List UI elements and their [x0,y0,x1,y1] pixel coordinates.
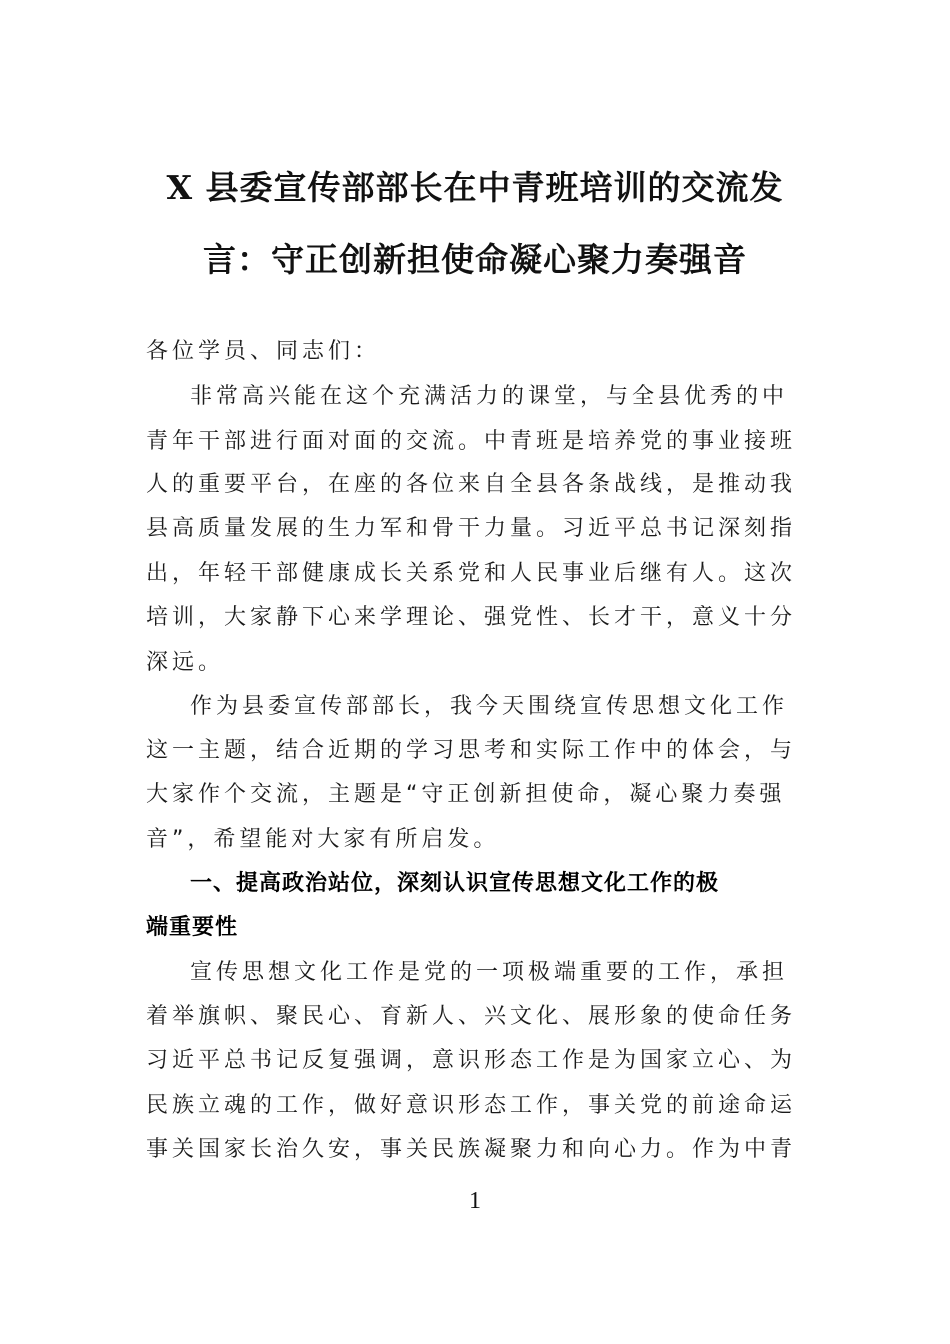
paragraph-line: 人的重要平台，在座的各位来自全县各条战线，是推动我 [146,472,797,497]
paragraph-line: 音”，希望能对大家有所启发。 [146,827,500,852]
paragraph-line: 宣传思想文化工作是党的一项极端重要的工作，承担 [190,960,789,985]
paragraph-line: 出，年轻干部健康成长关系党和人民事业后继有人。这次 [146,561,797,586]
paragraph-line: 大家作个交流，主题是“守正创新担使命，凝心聚力奏强 [146,782,786,807]
paragraph-line: 深远。 [146,650,225,675]
document-title-line-1: X 县委宣传部部长在中青班培训的交流发 [166,168,784,207]
paragraph-line: 培训，大家静下心来学理论、强党性、长才干，意义十分 [146,605,797,630]
section-heading-line: 端重要性 [146,915,239,940]
paragraph-line: 事关国家长治久安，事关民族凝聚力和向心力。作为中青 [146,1137,797,1162]
paragraph-line: 非常高兴能在这个充满活力的课堂，与全县优秀的中 [190,384,789,409]
paragraph-line: 这一主题，结合近期的学习思考和实际工作中的体会，与 [146,738,797,763]
paragraph-line: 作为县委宣传部部长，我今天围绕宣传思想文化工作 [190,694,789,719]
paragraph-line: 民族立魂的工作，做好意识形态工作，事关党的前途命运 [146,1093,797,1118]
salutation: 各位学员、同志们： [146,339,381,364]
paragraph-line: 青年干部进行面对面的交流。中青班是培养党的事业接班 [146,429,797,454]
paragraph-line: 习近平总书记反复强调，意识形态工作是为国家立心、为 [146,1048,797,1073]
paragraph-line: 着举旗帜、聚民心、育新人、兴文化、展形象的使命任务 [146,1004,797,1029]
page-number: 1 [469,1188,481,1214]
document-title-line-2: 言：守正创新担使命凝心聚力奏强音 [203,240,747,279]
section-heading-line: 一、提高政治站位，深刻认识宣传思想文化工作的极 [190,871,720,896]
paragraph-line: 县高质量发展的生力军和骨干力量。习近平总书记深刻指 [146,516,797,541]
